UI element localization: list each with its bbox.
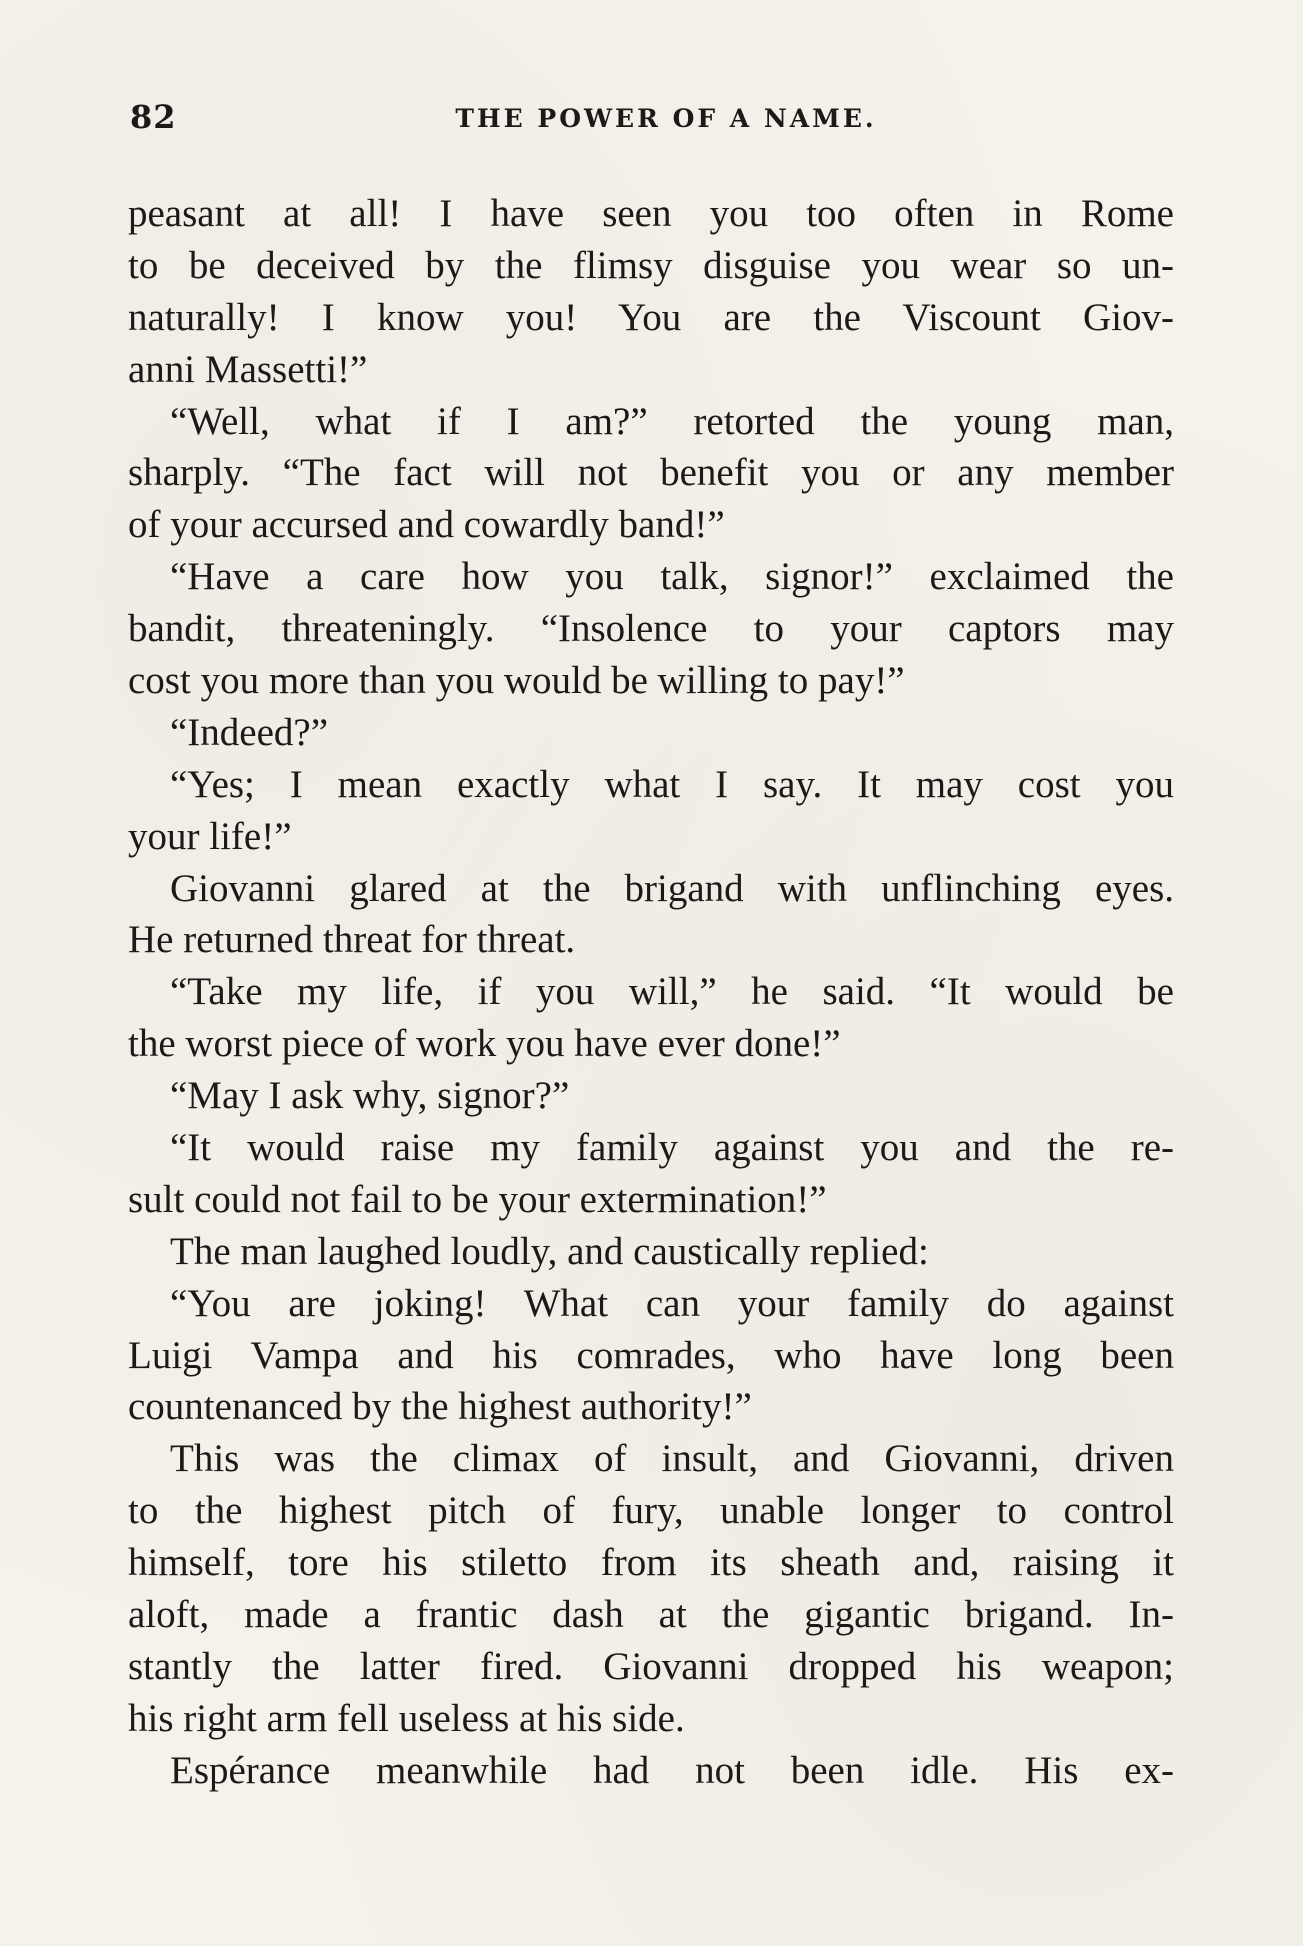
text-line: Giovanni glared at the brigand with unflinching eyes. [170, 866, 1174, 910]
text-line: your life!” [128, 814, 292, 858]
text-line: This was the climax of insult, and Giovanni, driven [170, 1437, 1174, 1481]
text-line: countenanced by the highest authority!” [128, 1385, 752, 1429]
text-line: sult could not fail to be your extermination!” [128, 1177, 827, 1221]
text-line: The man laughed loudly, and caustically replied: [170, 1229, 929, 1273]
running-title: THE POWER OF A NAME. [455, 104, 877, 133]
page-number: 82 [130, 98, 177, 136]
text-line: “May I ask why, signor?” [170, 1074, 570, 1118]
text-line: “Indeed?” [170, 710, 329, 754]
text-line: “It would raise my family against you and the re- [170, 1126, 1174, 1170]
text-line: anni Massetti!” [128, 347, 368, 391]
text-line: cost you more than you would be willing to pay!” [128, 659, 905, 703]
text-line: to be deceived by the flimsy disguise you wear so un- [128, 243, 1174, 287]
text-line: of your accursed and cowardly band!” [128, 503, 725, 547]
text-line: himself, tore his stiletto from its sheath and, raising it [128, 1541, 1174, 1585]
text-line: “Well, what if I am?” retorted the young man, [170, 399, 1174, 443]
text-line: “Yes; I mean exactly what I say. It may cost you [170, 762, 1174, 806]
text-line: stantly the latter fired. Giovanni dropped his weapon; [128, 1644, 1174, 1688]
text-line: bandit, threateningly. “Insolence to your captors may [128, 607, 1174, 651]
text-line: aloft, made a frantic dash at the gigantic brigand. In- [128, 1593, 1174, 1637]
text-line: Luigi Vampa and his comrades, who have long been [128, 1333, 1174, 1377]
text-line: “Take my life, if you will,” he said. “It would be [170, 970, 1174, 1014]
text-line: Espérance meanwhile had not been idle. His ex- [170, 1748, 1174, 1792]
text-line: the worst piece of work you have ever done!” [128, 1022, 841, 1066]
text-line: peasant at all! I have seen you too often in Rome [128, 192, 1174, 235]
text-line: He returned threat for threat. [128, 918, 576, 962]
text-line: “Have a care how you talk, signor!” exclaimed the [170, 555, 1174, 599]
text-line: sharply. “The fact will not benefit you or any member [128, 451, 1174, 495]
text-line: “You are joking! What can your family do against [170, 1281, 1174, 1325]
text-line: his right arm fell useless at his side. [128, 1696, 685, 1740]
text-line: to the highest pitch of fury, unable longer to control [128, 1489, 1174, 1533]
running-head [130, 98, 1172, 148]
text-line: naturally! I know you! You are the Viscount Giov- [128, 295, 1174, 339]
body-text [128, 188, 1174, 1797]
